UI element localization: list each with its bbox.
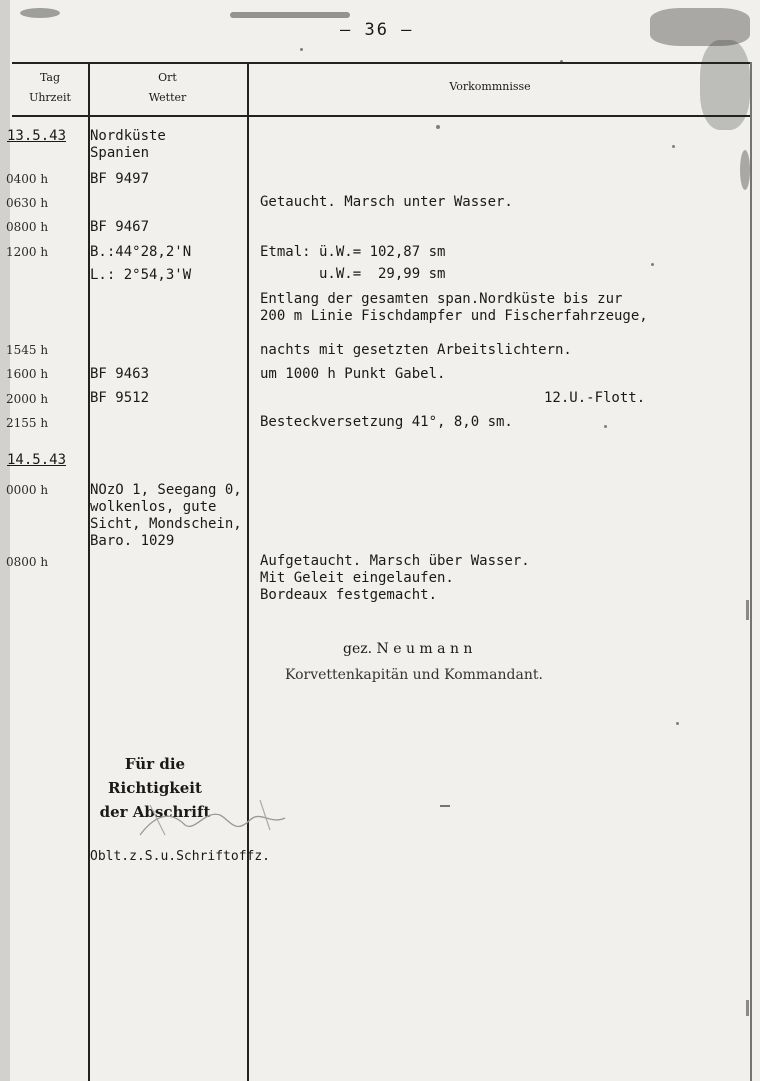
column-divider-1 — [88, 62, 90, 1081]
ink-mark — [440, 805, 450, 807]
place-cell: BF 9463 — [90, 366, 150, 382]
certification-signer: Oblt.z.S.u.Schriftoffz. — [90, 849, 271, 864]
time-cell: 2000 h — [6, 392, 49, 406]
place-cell: NOzO 1, Seegang 0, wolkenlos, gute Sicht, Mondschein, Baro. 1029 — [90, 482, 242, 549]
certification-line-2: der Abschrift — [99, 803, 211, 821]
header-uhrzeit: Uhrzeit — [29, 91, 71, 104]
signature-name: gez. N e u m a n n — [343, 641, 473, 657]
column-divider-2 — [247, 62, 249, 1081]
date-cell: 13.5.43 — [7, 128, 67, 144]
place-cell: BF 9467 — [90, 219, 150, 235]
place-cell: BF 9497 — [90, 171, 150, 187]
header-tag: Tag — [39, 71, 61, 84]
time-cell: 1600 h — [6, 367, 49, 381]
event-cell: um 1000 h Punkt Gabel. — [260, 366, 446, 382]
event-cell: 12.U.-Flott. — [544, 390, 646, 406]
time-cell: 0800 h — [6, 555, 49, 569]
signature-rank: Korvettenkapitän und Kommandant. — [285, 667, 543, 683]
header-vorkommnisse: Vorkommnisse — [449, 80, 531, 93]
time-cell: 1545 h — [6, 343, 49, 357]
place-cell: BF 9512 — [90, 390, 150, 406]
time-cell: 2155 h — [6, 416, 49, 430]
time-cell: 0800 h — [6, 220, 49, 234]
margin-mark — [746, 600, 749, 620]
place-cell: L.: 2°54,3'W — [90, 267, 192, 283]
header-tag-uhrzeit — [18, 68, 82, 108]
certification-line-1: Für die Richtigkeit — [108, 755, 202, 797]
event-cell: Etmal: ü.W.= 102,87 sm — [260, 244, 446, 260]
column-divider-3 — [750, 62, 752, 1081]
table-top-border — [12, 62, 750, 64]
time-cell: 0630 h — [6, 196, 49, 210]
place-cell: Nordküste Spanien — [90, 128, 166, 161]
header-ort-wetter — [95, 68, 240, 108]
time-cell: 1200 h — [6, 245, 49, 259]
event-cell: Aufgetaucht. Marsch über Wasser. Mit Geleit eingelaufen. Bordeaux festgemacht. — [260, 553, 530, 603]
header-bottom-border — [12, 115, 750, 117]
place-cell: B.:44°28,2'N — [90, 244, 192, 260]
event-cell: Getaucht. Marsch unter Wasser. — [260, 194, 513, 210]
event-cell: u.W.= 29,99 sm — [260, 266, 446, 282]
event-cell: nachts mit gesetzten Arbeitslichtern. — [260, 342, 572, 358]
event-cell: Entlang der gesamten span.Nordküste bis zur 200 m Linie Fischdampfer und Fischerfahrzeuge, — [260, 291, 648, 324]
header-wetter: Wetter — [148, 91, 187, 104]
time-cell: 0400 h — [6, 172, 49, 186]
date-cell: 14.5.43 — [7, 452, 67, 468]
page-number: – 36 – — [340, 20, 414, 40]
handwritten-signature — [110, 790, 310, 850]
time-cell: 0000 h — [6, 483, 49, 497]
event-cell: Besteckversetzung 41°, 8,0 sm. — [260, 414, 513, 430]
margin-mark — [746, 1000, 749, 1016]
header-ort: Ort — [158, 71, 177, 84]
